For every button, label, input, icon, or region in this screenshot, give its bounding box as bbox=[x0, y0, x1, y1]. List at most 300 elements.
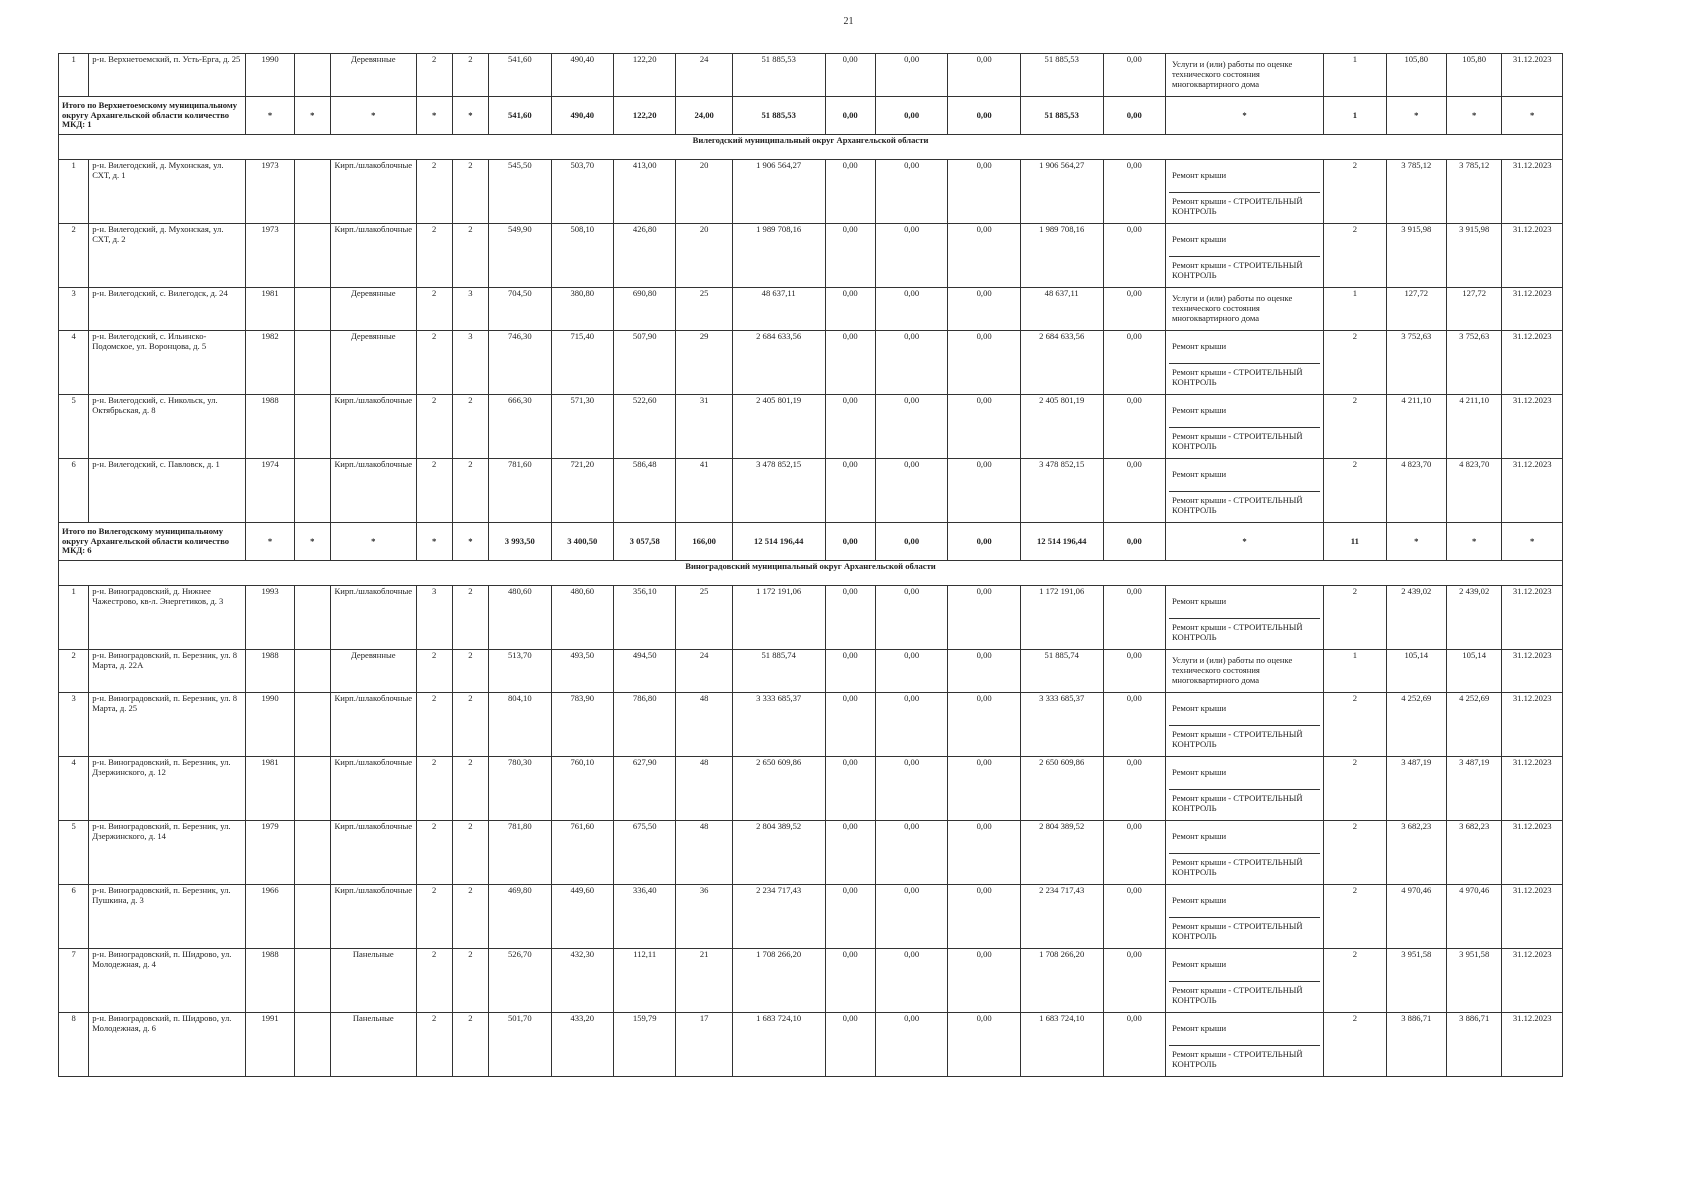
empty-cell bbox=[294, 693, 330, 757]
table-row bbox=[59, 650, 1563, 693]
area-total-cell: 480,60 bbox=[489, 586, 551, 650]
area-total-cell: 704,50 bbox=[489, 288, 551, 331]
work-item: Ремонт крыши - СТРОИТЕЛЬНЫЙ КОНТРОЛЬ bbox=[1169, 363, 1320, 394]
table-row bbox=[59, 757, 1563, 821]
f5-cell: 0,00 bbox=[1103, 949, 1165, 1013]
area-living-cell: 761,60 bbox=[551, 821, 613, 885]
total-f2: 0,00 bbox=[875, 523, 948, 561]
works-cell bbox=[1165, 288, 1323, 331]
address-cell: р-н. Вилегодский, с. Павловск, д. 1 bbox=[89, 459, 246, 523]
total-count: 1 bbox=[1324, 97, 1386, 135]
unit2-cell: 3 752,63 bbox=[1447, 331, 1502, 395]
wall-material-cell: Кирп./шлакоблочные bbox=[330, 395, 416, 459]
area-total-cell: 781,80 bbox=[489, 821, 551, 885]
area-living-cell: 493,50 bbox=[551, 650, 613, 693]
unit1-cell: 4 252,69 bbox=[1386, 693, 1446, 757]
star-cell: * bbox=[1502, 523, 1563, 561]
wall-material-cell: Кирп./шлакоблочные bbox=[330, 757, 416, 821]
table-row bbox=[59, 331, 1563, 395]
f4-cell: 51 885,53 bbox=[1020, 54, 1103, 97]
work-item: Ремонт крыши bbox=[1171, 170, 1227, 181]
unit1-cell: 105,80 bbox=[1386, 54, 1446, 97]
date-cell: 31.12.2023 bbox=[1502, 224, 1563, 288]
works-cell bbox=[1165, 885, 1323, 949]
cost-total-cell: 1 683 724,10 bbox=[732, 1013, 825, 1077]
f1-cell: 0,00 bbox=[825, 54, 875, 97]
f5-cell: 0,00 bbox=[1103, 395, 1165, 459]
unit2-cell: 105,80 bbox=[1447, 54, 1502, 97]
floors-cell: 2 bbox=[416, 288, 452, 331]
total-f1: 0,00 bbox=[825, 97, 875, 135]
unit1-cell: 105,14 bbox=[1386, 650, 1446, 693]
star-cell: * bbox=[1165, 97, 1323, 135]
residents-cell: 29 bbox=[676, 331, 732, 395]
f4-cell: 1 989 708,16 bbox=[1020, 224, 1103, 288]
total-area-living: 490,40 bbox=[551, 97, 613, 135]
address-cell: р-н. Виноградовский, п. Шидрово, ул. Молодежная, д. 4 bbox=[89, 949, 246, 1013]
total-f5: 0,00 bbox=[1103, 523, 1165, 561]
housing-register-table bbox=[58, 53, 1563, 1077]
page-number: 21 bbox=[843, 16, 854, 27]
table-row bbox=[59, 54, 1563, 97]
unit2-cell: 4 252,69 bbox=[1447, 693, 1502, 757]
unit2-cell: 3 785,12 bbox=[1447, 160, 1502, 224]
work-item: Ремонт крыши bbox=[1171, 341, 1227, 352]
cost-total-cell: 51 885,74 bbox=[732, 650, 825, 693]
empty-cell bbox=[294, 885, 330, 949]
total-f3: 0,00 bbox=[948, 523, 1021, 561]
floors-cell: 2 bbox=[416, 650, 452, 693]
count-cell: 2 bbox=[1324, 586, 1386, 650]
total-count: 11 bbox=[1324, 523, 1386, 561]
area-res-cell: 786,80 bbox=[613, 693, 675, 757]
area-res-cell: 426,80 bbox=[613, 224, 675, 288]
date-cell: 31.12.2023 bbox=[1502, 693, 1563, 757]
year-cell: 1981 bbox=[246, 288, 294, 331]
count-cell: 1 bbox=[1324, 288, 1386, 331]
total-row bbox=[59, 97, 1563, 135]
works-cell bbox=[1165, 395, 1323, 459]
work-item: Ремонт крыши bbox=[1171, 831, 1227, 842]
cost-total-cell: 48 637,11 bbox=[732, 288, 825, 331]
work-item: Услуги и (или) работы по оценке технического состояния многоквартирного дома bbox=[1171, 59, 1293, 89]
entrances-cell: 2 bbox=[452, 949, 488, 1013]
wall-material-cell: Кирп./шлакоблочные bbox=[330, 821, 416, 885]
date-cell: 31.12.2023 bbox=[1502, 650, 1563, 693]
f3-cell: 0,00 bbox=[948, 160, 1021, 224]
table-row bbox=[59, 885, 1563, 949]
f3-cell: 0,00 bbox=[948, 1013, 1021, 1077]
cost-total-cell: 1 172 191,06 bbox=[732, 586, 825, 650]
table-row bbox=[59, 395, 1563, 459]
work-item: Ремонт крыши bbox=[1171, 703, 1227, 714]
year-cell: 1988 bbox=[246, 949, 294, 1013]
count-cell: 2 bbox=[1324, 1013, 1386, 1077]
area-living-cell: 508,10 bbox=[551, 224, 613, 288]
f3-cell: 0,00 bbox=[948, 288, 1021, 331]
date-cell: 31.12.2023 bbox=[1502, 160, 1563, 224]
work-item: Ремонт крыши - СТРОИТЕЛЬНЫЙ КОНТРОЛЬ bbox=[1169, 1045, 1320, 1076]
work-item: Ремонт крыши bbox=[1171, 596, 1227, 607]
star-cell: * bbox=[1447, 523, 1502, 561]
f1-cell: 0,00 bbox=[825, 459, 875, 523]
f5-cell: 0,00 bbox=[1103, 693, 1165, 757]
cost-total-cell: 2 234 717,43 bbox=[732, 885, 825, 949]
empty-cell bbox=[294, 949, 330, 1013]
residents-cell: 17 bbox=[676, 1013, 732, 1077]
f3-cell: 0,00 bbox=[948, 693, 1021, 757]
unit2-cell: 3 886,71 bbox=[1447, 1013, 1502, 1077]
work-item: Ремонт крыши - СТРОИТЕЛЬНЫЙ КОНТРОЛЬ bbox=[1169, 981, 1320, 1012]
star-cell: * bbox=[330, 523, 416, 561]
table-row bbox=[59, 224, 1563, 288]
unit1-cell: 3 487,19 bbox=[1386, 757, 1446, 821]
f3-cell: 0,00 bbox=[948, 459, 1021, 523]
work-item: Ремонт крыши - СТРОИТЕЛЬНЫЙ КОНТРОЛЬ bbox=[1169, 917, 1320, 948]
entrances-cell: 2 bbox=[452, 757, 488, 821]
wall-material-cell: Кирп./шлакоблочные bbox=[330, 885, 416, 949]
f3-cell: 0,00 bbox=[948, 331, 1021, 395]
star-cell: * bbox=[330, 97, 416, 135]
floors-cell: 2 bbox=[416, 693, 452, 757]
residents-cell: 24 bbox=[676, 650, 732, 693]
works-cell bbox=[1165, 1013, 1323, 1077]
star-cell: * bbox=[1386, 97, 1446, 135]
work-item: Услуги и (или) работы по оценке технического состояния многоквартирного дома bbox=[1171, 655, 1293, 685]
residents-cell: 20 bbox=[676, 224, 732, 288]
unit1-cell: 3 752,63 bbox=[1386, 331, 1446, 395]
entrances-cell: 3 bbox=[452, 331, 488, 395]
star-cell: * bbox=[452, 523, 488, 561]
empty-cell bbox=[294, 586, 330, 650]
year-cell: 1993 bbox=[246, 586, 294, 650]
floors-cell: 2 bbox=[416, 821, 452, 885]
count-cell: 2 bbox=[1324, 757, 1386, 821]
floors-cell: 2 bbox=[416, 459, 452, 523]
residents-cell: 31 bbox=[676, 395, 732, 459]
row-number: 1 bbox=[59, 160, 89, 224]
f1-cell: 0,00 bbox=[825, 224, 875, 288]
f5-cell: 0,00 bbox=[1103, 586, 1165, 650]
year-cell: 1973 bbox=[246, 160, 294, 224]
unit2-cell: 105,14 bbox=[1447, 650, 1502, 693]
work-item: Ремонт крыши bbox=[1171, 234, 1227, 245]
year-cell: 1988 bbox=[246, 395, 294, 459]
unit2-cell: 4 970,46 bbox=[1447, 885, 1502, 949]
residents-cell: 25 bbox=[676, 586, 732, 650]
f5-cell: 0,00 bbox=[1103, 224, 1165, 288]
empty-cell bbox=[294, 288, 330, 331]
f3-cell: 0,00 bbox=[948, 224, 1021, 288]
total-area-total: 541,60 bbox=[489, 97, 551, 135]
f2-cell: 0,00 bbox=[875, 885, 948, 949]
star-cell: * bbox=[294, 523, 330, 561]
f4-cell: 48 637,11 bbox=[1020, 288, 1103, 331]
wall-material-cell: Деревянные bbox=[330, 331, 416, 395]
area-res-cell: 336,40 bbox=[613, 885, 675, 949]
area-total-cell: 541,60 bbox=[489, 54, 551, 97]
works-cell bbox=[1165, 650, 1323, 693]
area-living-cell: 715,40 bbox=[551, 331, 613, 395]
f1-cell: 0,00 bbox=[825, 650, 875, 693]
residents-cell: 20 bbox=[676, 160, 732, 224]
residents-cell: 36 bbox=[676, 885, 732, 949]
empty-cell bbox=[294, 821, 330, 885]
star-cell: * bbox=[1165, 523, 1323, 561]
unit1-cell: 127,72 bbox=[1386, 288, 1446, 331]
empty-cell bbox=[294, 459, 330, 523]
address-cell: р-н. Вилегодский, с. Вилегодск, д. 24 bbox=[89, 288, 246, 331]
total-residents: 166,00 bbox=[676, 523, 732, 561]
f3-cell: 0,00 bbox=[948, 757, 1021, 821]
area-total-cell: 469,80 bbox=[489, 885, 551, 949]
entrances-cell: 2 bbox=[452, 693, 488, 757]
date-cell: 31.12.2023 bbox=[1502, 949, 1563, 1013]
works-cell bbox=[1165, 160, 1323, 224]
unit2-cell: 3 487,19 bbox=[1447, 757, 1502, 821]
wall-material-cell: Деревянные bbox=[330, 650, 416, 693]
table-body bbox=[59, 54, 1563, 1077]
area-total-cell: 781,60 bbox=[489, 459, 551, 523]
f2-cell: 0,00 bbox=[875, 650, 948, 693]
table-row bbox=[59, 459, 1563, 523]
row-number: 7 bbox=[59, 949, 89, 1013]
f5-cell: 0,00 bbox=[1103, 1013, 1165, 1077]
f5-cell: 0,00 bbox=[1103, 160, 1165, 224]
row-number: 2 bbox=[59, 224, 89, 288]
f1-cell: 0,00 bbox=[825, 757, 875, 821]
work-item: Ремонт крыши bbox=[1171, 1023, 1227, 1034]
unit1-cell: 2 439,02 bbox=[1386, 586, 1446, 650]
f1-cell: 0,00 bbox=[825, 395, 875, 459]
area-total-cell: 501,70 bbox=[489, 1013, 551, 1077]
count-cell: 2 bbox=[1324, 459, 1386, 523]
floors-cell: 3 bbox=[416, 586, 452, 650]
table-row bbox=[59, 1013, 1563, 1077]
area-total-cell: 666,30 bbox=[489, 395, 551, 459]
works-cell bbox=[1165, 331, 1323, 395]
work-item: Ремонт крыши bbox=[1171, 767, 1227, 778]
f4-cell: 2 804 389,52 bbox=[1020, 821, 1103, 885]
f2-cell: 0,00 bbox=[875, 949, 948, 1013]
wall-material-cell: Кирп./шлакоблочные bbox=[330, 459, 416, 523]
work-item: Ремонт крыши bbox=[1171, 959, 1227, 970]
section-header bbox=[59, 561, 1563, 586]
total-f2: 0,00 bbox=[875, 97, 948, 135]
cost-total-cell: 2 804 389,52 bbox=[732, 821, 825, 885]
total-area-res: 3 057,58 bbox=[613, 523, 675, 561]
cost-total-cell: 2 684 633,56 bbox=[732, 331, 825, 395]
f1-cell: 0,00 bbox=[825, 288, 875, 331]
floors-cell: 2 bbox=[416, 224, 452, 288]
unit1-cell: 3 785,12 bbox=[1386, 160, 1446, 224]
area-living-cell: 480,60 bbox=[551, 586, 613, 650]
count-cell: 2 bbox=[1324, 949, 1386, 1013]
f4-cell: 1 708 266,20 bbox=[1020, 949, 1103, 1013]
f3-cell: 0,00 bbox=[948, 650, 1021, 693]
works-cell bbox=[1165, 586, 1323, 650]
row-number: 3 bbox=[59, 288, 89, 331]
table-row bbox=[59, 586, 1563, 650]
area-total-cell: 804,10 bbox=[489, 693, 551, 757]
f2-cell: 0,00 bbox=[875, 224, 948, 288]
floors-cell: 2 bbox=[416, 757, 452, 821]
year-cell: 1981 bbox=[246, 757, 294, 821]
area-total-cell: 746,30 bbox=[489, 331, 551, 395]
star-cell: * bbox=[416, 97, 452, 135]
f5-cell: 0,00 bbox=[1103, 821, 1165, 885]
total-cost-total: 12 514 196,44 bbox=[732, 523, 825, 561]
total-row bbox=[59, 523, 1563, 561]
wall-material-cell: Деревянные bbox=[330, 54, 416, 97]
floors-cell: 2 bbox=[416, 395, 452, 459]
unit2-cell: 2 439,02 bbox=[1447, 586, 1502, 650]
work-item: Ремонт крыши - СТРОИТЕЛЬНЫЙ КОНТРОЛЬ bbox=[1169, 853, 1320, 884]
f4-cell: 2 405 801,19 bbox=[1020, 395, 1103, 459]
f4-cell: 2 234 717,43 bbox=[1020, 885, 1103, 949]
year-cell: 1988 bbox=[246, 650, 294, 693]
row-number: 4 bbox=[59, 757, 89, 821]
unit2-cell: 4 823,70 bbox=[1447, 459, 1502, 523]
f3-cell: 0,00 bbox=[948, 395, 1021, 459]
area-living-cell: 449,60 bbox=[551, 885, 613, 949]
f4-cell: 2 650 609,86 bbox=[1020, 757, 1103, 821]
year-cell: 1966 bbox=[246, 885, 294, 949]
table-row bbox=[59, 288, 1563, 331]
floors-cell: 2 bbox=[416, 160, 452, 224]
area-living-cell: 721,20 bbox=[551, 459, 613, 523]
section-header bbox=[59, 135, 1563, 160]
f2-cell: 0,00 bbox=[875, 1013, 948, 1077]
address-cell: р-н. Виноградовский, д. Нижнее Чажестрово, кв-л. Энергетиков, д. 3 bbox=[89, 586, 246, 650]
year-cell: 1973 bbox=[246, 224, 294, 288]
area-total-cell: 549,90 bbox=[489, 224, 551, 288]
row-number: 4 bbox=[59, 331, 89, 395]
cost-total-cell: 1 989 708,16 bbox=[732, 224, 825, 288]
residents-cell: 48 bbox=[676, 821, 732, 885]
total-area-total: 3 993,50 bbox=[489, 523, 551, 561]
unit1-cell: 3 915,98 bbox=[1386, 224, 1446, 288]
f2-cell: 0,00 bbox=[875, 160, 948, 224]
total-f5: 0,00 bbox=[1103, 97, 1165, 135]
residents-cell: 21 bbox=[676, 949, 732, 1013]
floors-cell: 2 bbox=[416, 331, 452, 395]
section-title: Вилегодский муниципальный округ Архангельской области bbox=[59, 135, 1563, 160]
row-number: 6 bbox=[59, 885, 89, 949]
area-res-cell: 507,90 bbox=[613, 331, 675, 395]
total-residents: 24,00 bbox=[676, 97, 732, 135]
date-cell: 31.12.2023 bbox=[1502, 586, 1563, 650]
cost-total-cell: 3 333 685,37 bbox=[732, 693, 825, 757]
works-cell bbox=[1165, 693, 1323, 757]
area-living-cell: 432,30 bbox=[551, 949, 613, 1013]
row-number: 1 bbox=[59, 54, 89, 97]
empty-cell bbox=[294, 395, 330, 459]
row-number: 8 bbox=[59, 1013, 89, 1077]
work-item: Ремонт крыши - СТРОИТЕЛЬНЫЙ КОНТРОЛЬ bbox=[1169, 192, 1320, 223]
wall-material-cell: Кирп./шлакоблочные bbox=[330, 224, 416, 288]
area-res-cell: 122,20 bbox=[613, 54, 675, 97]
wall-material-cell: Кирп./шлакоблочные bbox=[330, 586, 416, 650]
unit1-cell: 3 886,71 bbox=[1386, 1013, 1446, 1077]
f3-cell: 0,00 bbox=[948, 821, 1021, 885]
wall-material-cell: Панельные bbox=[330, 949, 416, 1013]
work-item: Ремонт крыши - СТРОИТЕЛЬНЫЙ КОНТРОЛЬ bbox=[1169, 725, 1320, 756]
section-title: Виноградовский муниципальный округ Архангельской области bbox=[59, 561, 1563, 586]
cost-total-cell: 3 478 852,15 bbox=[732, 459, 825, 523]
f3-cell: 0,00 bbox=[948, 54, 1021, 97]
entrances-cell: 2 bbox=[452, 586, 488, 650]
f4-cell: 1 172 191,06 bbox=[1020, 586, 1103, 650]
f3-cell: 0,00 bbox=[948, 885, 1021, 949]
area-res-cell: 675,50 bbox=[613, 821, 675, 885]
area-living-cell: 433,20 bbox=[551, 1013, 613, 1077]
empty-cell bbox=[294, 331, 330, 395]
count-cell: 1 bbox=[1324, 54, 1386, 97]
work-item: Ремонт крыши - СТРОИТЕЛЬНЫЙ КОНТРОЛЬ bbox=[1169, 618, 1320, 649]
area-res-cell: 112,11 bbox=[613, 949, 675, 1013]
total-f1: 0,00 bbox=[825, 523, 875, 561]
f1-cell: 0,00 bbox=[825, 693, 875, 757]
area-total-cell: 526,70 bbox=[489, 949, 551, 1013]
count-cell: 2 bbox=[1324, 160, 1386, 224]
f5-cell: 0,00 bbox=[1103, 757, 1165, 821]
residents-cell: 24 bbox=[676, 54, 732, 97]
area-living-cell: 571,30 bbox=[551, 395, 613, 459]
f4-cell: 1 683 724,10 bbox=[1020, 1013, 1103, 1077]
works-cell bbox=[1165, 459, 1323, 523]
total-f3: 0,00 bbox=[948, 97, 1021, 135]
f5-cell: 0,00 bbox=[1103, 885, 1165, 949]
work-item: Ремонт крыши - СТРОИТЕЛЬНЫЙ КОНТРОЛЬ bbox=[1169, 789, 1320, 820]
works-cell bbox=[1165, 54, 1323, 97]
star-cell: * bbox=[246, 523, 294, 561]
area-res-cell: 690,80 bbox=[613, 288, 675, 331]
area-res-cell: 627,90 bbox=[613, 757, 675, 821]
entrances-cell: 2 bbox=[452, 650, 488, 693]
area-living-cell: 503,70 bbox=[551, 160, 613, 224]
address-cell: р-н. Виноградовский, п. Березник, ул. Пушкина, д. 3 bbox=[89, 885, 246, 949]
total-cost-total: 51 885,53 bbox=[732, 97, 825, 135]
unit1-cell: 3 682,23 bbox=[1386, 821, 1446, 885]
f4-cell: 51 885,74 bbox=[1020, 650, 1103, 693]
floors-cell: 2 bbox=[416, 949, 452, 1013]
table-row bbox=[59, 160, 1563, 224]
work-item: Ремонт крыши - СТРОИТЕЛЬНЫЙ КОНТРОЛЬ bbox=[1169, 256, 1320, 287]
cost-total-cell: 2 405 801,19 bbox=[732, 395, 825, 459]
f1-cell: 0,00 bbox=[825, 331, 875, 395]
address-cell: р-н. Вилегодский, д. Мухонская, ул. СХТ, д. 1 bbox=[89, 160, 246, 224]
address-cell: р-н. Виноградовский, п. Березник, ул. 8 Марта, д. 22А bbox=[89, 650, 246, 693]
entrances-cell: 2 bbox=[452, 459, 488, 523]
floors-cell: 2 bbox=[416, 885, 452, 949]
star-cell: * bbox=[246, 97, 294, 135]
unit1-cell: 4 823,70 bbox=[1386, 459, 1446, 523]
f4-cell: 1 906 564,27 bbox=[1020, 160, 1103, 224]
area-total-cell: 545,50 bbox=[489, 160, 551, 224]
date-cell: 31.12.2023 bbox=[1502, 459, 1563, 523]
row-number: 5 bbox=[59, 395, 89, 459]
date-cell: 31.12.2023 bbox=[1502, 288, 1563, 331]
f1-cell: 0,00 bbox=[825, 821, 875, 885]
count-cell: 2 bbox=[1324, 224, 1386, 288]
address-cell: р-н. Верхнетоемский, п. Усть-Ерга, д. 25 bbox=[89, 54, 246, 97]
table-row bbox=[59, 949, 1563, 1013]
address-cell: р-н. Вилегодский, с. Никольск, ул. Октябрьская, д. 8 bbox=[89, 395, 246, 459]
f2-cell: 0,00 bbox=[875, 757, 948, 821]
table-row bbox=[59, 821, 1563, 885]
date-cell: 31.12.2023 bbox=[1502, 395, 1563, 459]
